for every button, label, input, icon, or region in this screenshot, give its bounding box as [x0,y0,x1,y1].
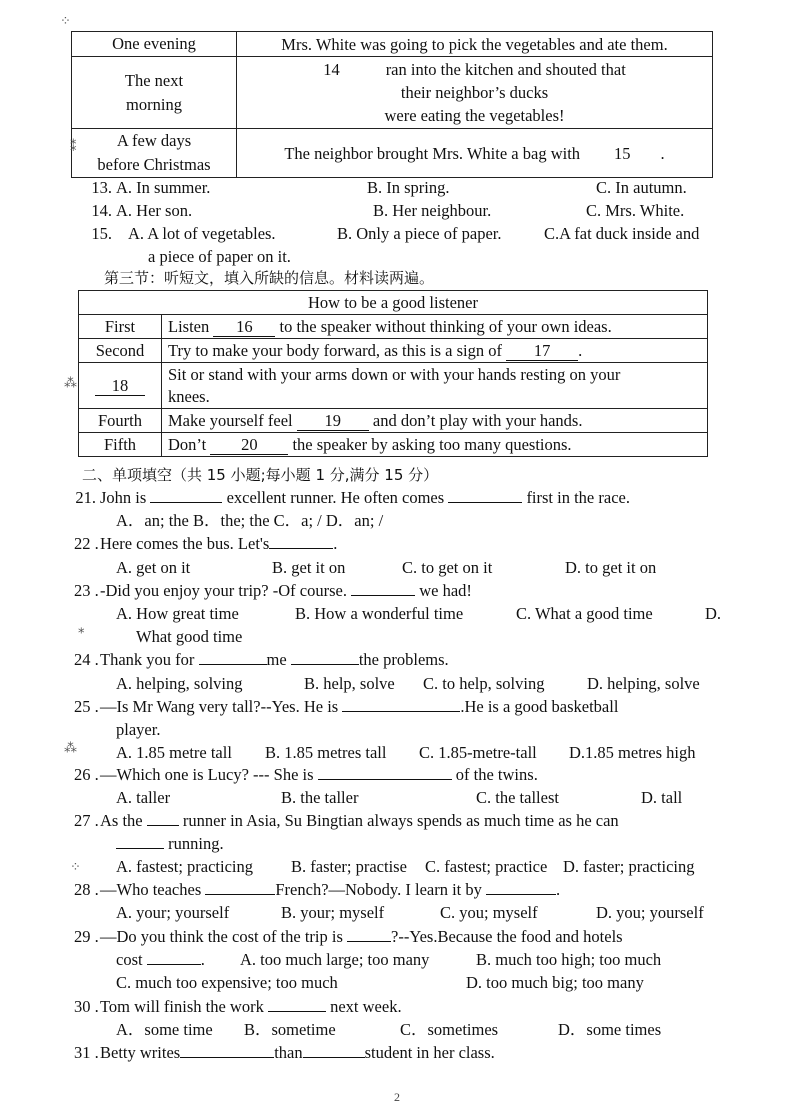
scan-mark: ⁎ [78,622,85,637]
option-30-c[interactable]: C．sometimes [400,1020,499,1039]
option-28-b[interactable]: B. your; myself [281,903,385,922]
story-event-3-text: The neighbor brought Mrs. White a bag with [284,143,581,163]
story-table [71,31,713,178]
option-15-c-cont: a piece of paper on it. [148,247,291,266]
story-time-3-line2: before Christmas [97,155,211,174]
question-22: 22 .Here comes the bus. Let's . [74,534,338,553]
story-time-3 [72,129,237,178]
question-13: 13. A. In summer. [91,178,211,197]
blank-26[interactable] [318,779,452,780]
option-22-b[interactable]: B. get it on [272,558,346,577]
blank-23[interactable] [351,595,415,596]
blank-19[interactable]: 19 [297,412,369,431]
blank-22[interactable] [269,548,333,549]
scan-mark: ⁂ [64,376,77,391]
option-14-c[interactable]: C. Mrs. White. [586,201,685,220]
option-24-d[interactable]: D. helping, solve [587,674,700,693]
story-event-1: Mrs. White was going to pick the vegetables and ate them. [237,32,713,57]
blank-20[interactable]: 20 [210,436,288,455]
story-time-2-line1: The next [124,70,184,90]
story-time-3-line1: A few days [116,131,192,150]
story-time-2 [72,57,237,129]
blank-16[interactable]: 16 [213,318,275,337]
row-first: Listen 16 to the speaker without thinking of your own ideas. [162,315,708,339]
question-28: 28 .—Who teaches French?—Nobody. I learn it by . [74,880,561,899]
blank-28b[interactable] [486,894,556,895]
blank-17[interactable]: 17 [506,342,578,361]
question-15: 15. A. A lot of vegetables. [91,224,276,243]
row-label-fifth: Fifth [79,433,162,457]
option-23-d[interactable]: D. [705,604,722,623]
option-27-c[interactable]: C. fastest; practice [425,857,548,876]
question-21: 21. John is excellent runner. He often comes first in the race. [75,488,630,507]
row-label-third [79,363,162,409]
question-23: 23 .-Did you enjoy your trip? -Of course. we had! [74,581,472,600]
question-24: 24 .Thank you for me the problems. [74,650,449,669]
blank-31a[interactable] [180,1057,274,1058]
question-14: 14. A. Her son. [91,201,193,220]
option-23-b[interactable]: B. How a wonderful time [295,604,464,623]
row-label-second: Second [79,339,162,363]
section-3-heading: 第三节：听短文，填入所缺的信息。材料读两遍。 [104,269,435,287]
option-28-d[interactable]: D. you; yourself [596,903,704,922]
option-29-d[interactable]: D. too much big; too many [466,973,644,992]
blank-14[interactable]: 14 [323,60,340,79]
blank-21b[interactable] [448,502,522,503]
option-27-d[interactable]: D. faster; practicing [563,857,695,876]
option-24-b[interactable]: B. help, solve [304,674,395,693]
story-event-3 [237,129,713,178]
question-29: 29 .—Do you think the cost of the trip is ?--Yes.Because the food and hotels [74,927,623,946]
option-14-b[interactable]: B. Her neighbour. [373,201,492,220]
question-27: 27 .As the runner in Asia, Su Bingtian always spends as much time as he can [74,811,619,830]
option-26-a[interactable]: A. taller [116,788,171,807]
option-13-a[interactable]: A. In summer. [116,178,211,197]
option-29-b[interactable]: B. much too high; too much [476,950,662,969]
row-third: Sit or stand with your arms down or with your hands resting on your knees. [162,363,708,409]
question-25-cont: player. [116,720,161,739]
option-26-b[interactable]: B. the taller [281,788,359,807]
option-15-a[interactable]: A. A lot of vegetables. [128,224,276,243]
option-25-d[interactable]: D.1.85 metres high [569,743,696,762]
blank-29a[interactable] [347,941,391,942]
blank-25[interactable] [342,711,460,712]
option-28-a[interactable]: A. your; yourself [116,903,230,922]
story-event-2 [237,57,713,129]
story-event-3-end: . [660,143,665,163]
blank-30[interactable] [268,1011,326,1012]
question-29-cont: cost . [116,950,205,969]
blank-21a[interactable] [150,502,222,503]
option-29-a[interactable]: A. too much large; too many [240,950,430,969]
blank-27a[interactable] [147,825,179,826]
option-30-a[interactable]: A．some time [116,1020,213,1039]
option-13-c[interactable]: C. In autumn. [596,178,687,197]
option-30-b[interactable]: B．sometime [244,1020,336,1039]
question-31: 31 .Betty writes than student in her class. [74,1043,495,1062]
listener-table-title: How to be a good listener [79,291,708,315]
option-14-a[interactable]: A. Her son. [116,201,193,220]
blank-24a[interactable] [199,664,267,665]
row-fourth: Make yourself feel 19 and don’t play with your hands. [162,409,708,433]
option-23-d-text: What good time [136,627,243,646]
option-25-c[interactable]: C. 1.85-metre-tall [419,743,537,762]
blank-15[interactable]: 15 [614,143,631,163]
blank-18[interactable]: 18 [95,377,145,396]
row-second: Try to make your body forward, as this is a sign of 17 . [162,339,708,363]
option-22-a[interactable]: A. get on it [116,558,191,577]
option-24-c[interactable]: C. to help, solving [423,674,545,693]
option-24-a[interactable]: A. helping, solving [116,674,243,693]
option-22-c[interactable]: C. to get on it [402,558,493,577]
option-29-c[interactable]: C. much too expensive; too much [116,973,338,992]
question-27-cont: running. [116,833,224,855]
blank-29b[interactable] [147,964,201,965]
scan-mark: ⁘ [70,860,81,875]
row-fifth: Don’t 20 the speaker by asking too many questions. [162,433,708,457]
option-26-d[interactable]: D. tall [641,788,683,807]
question-30: 30 .Tom will finish the work next week. [74,997,402,1016]
part-2-heading: 二、单项填空（共 15 小题;每小题 1 分,满分 15 分） [82,466,439,484]
option-15-b[interactable]: B. Only a piece of paper. [337,224,502,243]
page-number: 2 [394,1090,400,1104]
blank-27b[interactable] [116,848,164,849]
option-27-b[interactable]: B. faster; practise [291,857,407,876]
options-21[interactable]: A．an; the B．the; the C．a; / D．an; / [116,511,384,530]
blank-28a[interactable] [205,894,275,895]
option-23-c[interactable]: C. What a good time [516,604,653,623]
option-25-a[interactable]: A. 1.85 metre tall [116,743,232,762]
option-23-a[interactable]: A. How great time [116,604,239,623]
question-25: 25 .—Is Mr Wang very tall?--Yes. He is .He is a good basketball [74,697,619,716]
story-event-2-line3: were eating the vegetables! [384,106,565,125]
scan-mark: ⁑ [70,140,77,155]
scan-mark: ⁂ [64,741,77,756]
option-15-c[interactable]: C.A fat duck inside and [544,224,700,243]
question-26: 26 .—Which one is Lucy? --- She is of the twins. [74,765,538,784]
option-26-c[interactable]: C. the tallest [476,788,559,807]
option-30-d[interactable]: D．some times [558,1020,662,1039]
option-22-d[interactable]: D. to get it on [565,558,657,577]
option-28-c[interactable]: C. you; myself [440,903,538,922]
option-27-a[interactable]: A. fastest; practicing [116,857,253,876]
blank-24b[interactable] [291,664,359,665]
row-label-fourth: Fourth [79,409,162,433]
row-label-first: First [79,315,162,339]
blank-31b[interactable] [303,1057,365,1058]
option-13-b[interactable]: B. In spring. [367,178,450,197]
scan-mark: ⁘ [60,14,71,29]
listener-table [78,290,708,457]
option-25-b[interactable]: B. 1.85 metres tall [265,743,387,762]
story-time-1: One evening [72,32,237,57]
story-event-2-line1: ran into the kitchen and shouted that [385,60,626,79]
story-time-2-line2: morning [126,94,182,114]
story-event-2-line2: their neighbor’s ducks [400,83,549,102]
